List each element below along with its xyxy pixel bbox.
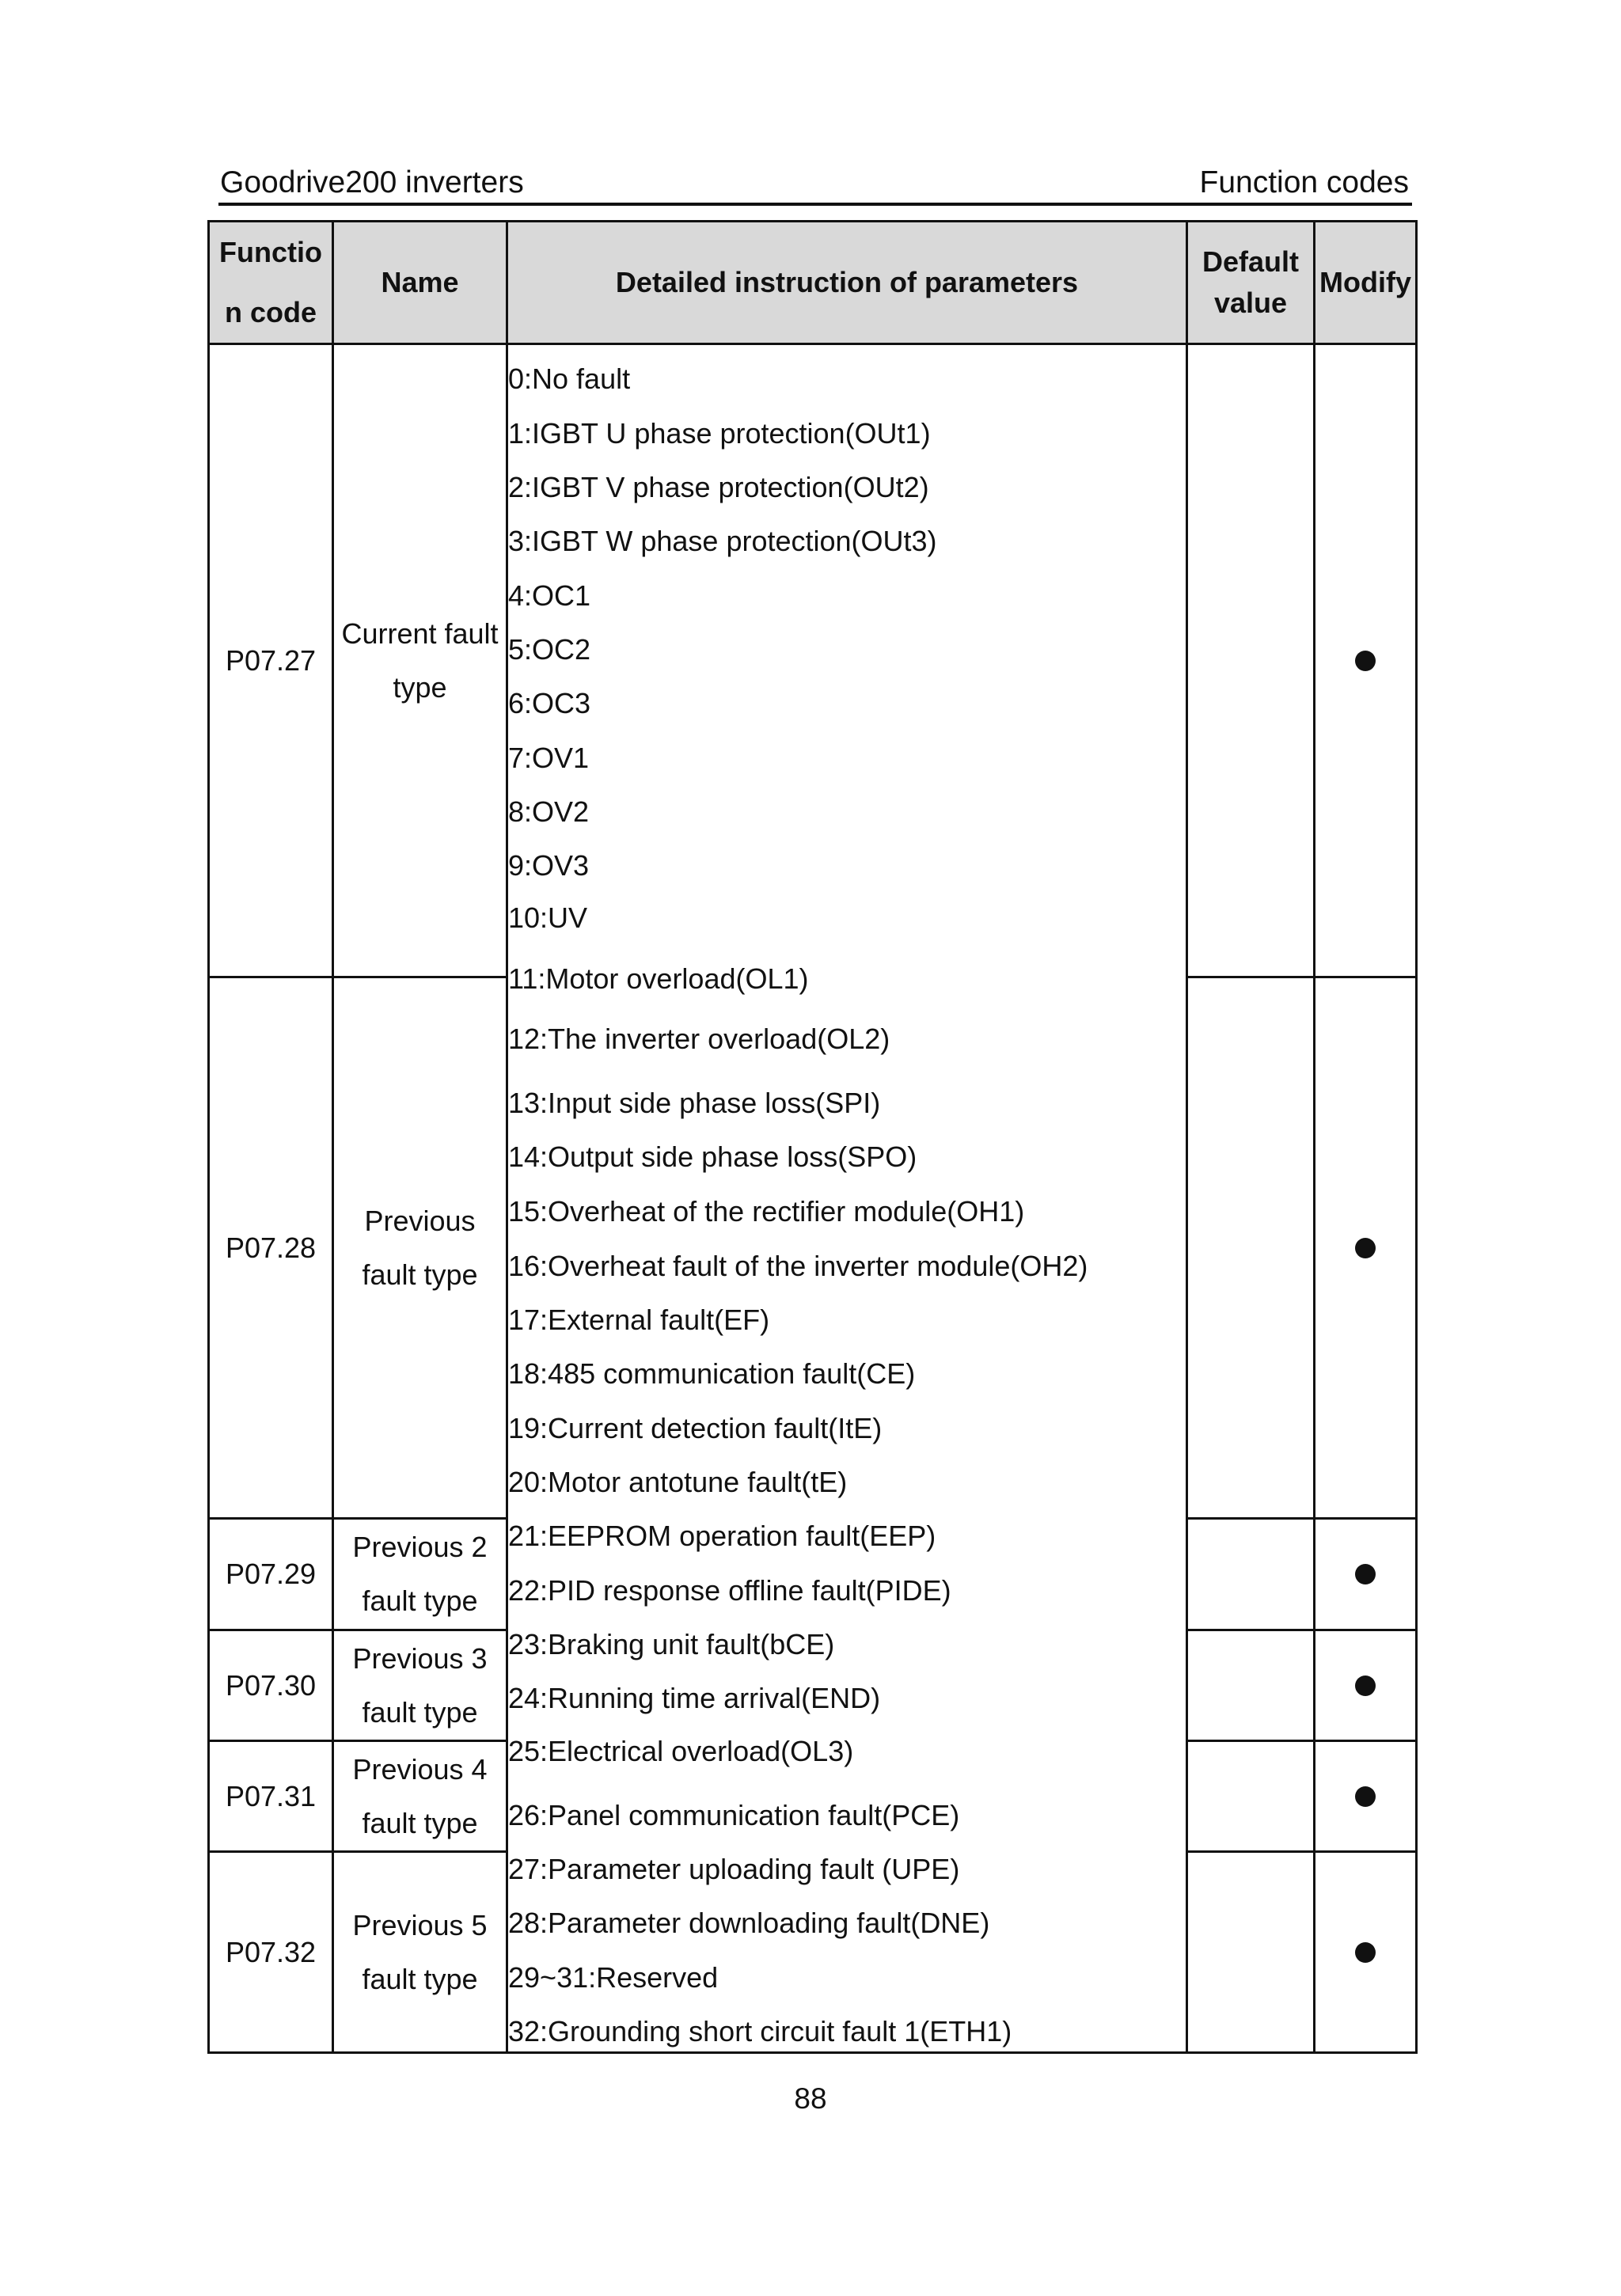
row-name (334, 1520, 506, 1629)
row-name-line2: fault type (362, 1584, 478, 1617)
col-divider-detail (1186, 220, 1188, 2054)
header-default-value (1188, 222, 1313, 343)
header-function-code-line2: n code (224, 296, 317, 328)
fault-list-item: 12:The inverter overload(OL2) (508, 1023, 890, 1055)
modify-dot-icon (1355, 1942, 1376, 1963)
modify-dot-icon (1355, 1238, 1376, 1258)
fault-list-item: 28:Parameter downloading fault(DNE) (508, 1907, 990, 1939)
modify-dot-cell (1315, 978, 1415, 1517)
modify-dot-cell (1315, 1520, 1415, 1629)
row-name-line2: type (393, 670, 447, 704)
fault-list-item: 11:Motor overload(OL1) (508, 962, 809, 995)
running-header-right: Function codes (1199, 165, 1409, 199)
fault-list-item: 29~31:Reserved (508, 1961, 719, 1994)
row-name (334, 978, 506, 1517)
fault-list-item: 22:PID response offline fault(PIDE) (508, 1574, 951, 1607)
modify-dot-cell (1315, 1853, 1415, 2051)
fault-list-item: 27:Parameter uploading fault (UPE) (508, 1853, 960, 1885)
fault-list-item: 24:Running time arrival(END) (508, 1682, 881, 1714)
fault-list-item: 14:Output side phase loss(SPO) (508, 1140, 917, 1173)
row-name (334, 1742, 506, 1850)
row-name-line2: fault type (362, 1806, 478, 1839)
header-function-code-line1: Functio (219, 236, 322, 268)
fault-list-item: 7:OV1 (508, 742, 590, 774)
fault-list-item: 26:Panel communication fault(PCE) (508, 1799, 960, 1831)
table-border-bottom (207, 2051, 1418, 2054)
fault-list-item: 16:Overheat fault of the inverter module(OH2) (508, 1250, 1088, 1282)
fault-list-item: 4:OC1 (508, 579, 591, 612)
row-name-line1: Previous 2 (352, 1531, 488, 1563)
fault-list-item: 20:Motor antotune fault(tE) (508, 1466, 848, 1498)
row-code: P07.32 (225, 1935, 317, 1968)
row-code: P07.30 (225, 1668, 317, 1702)
row-name-line2: fault type (362, 1962, 478, 1995)
row-name-line2: fault type (362, 1258, 478, 1291)
row-name (334, 1853, 506, 2051)
row-name-line2: fault type (362, 1695, 478, 1729)
fault-list-item: 2:IGBT V phase protection(OUt2) (508, 471, 929, 503)
row-name-line1: Previous 4 (352, 1752, 488, 1786)
modify-dot-cell (1315, 345, 1415, 976)
row-name-line1: Current fault (341, 617, 499, 650)
fault-list-item: 23:Braking unit fault(bCE) (508, 1628, 835, 1660)
modify-dot-cell (1315, 1631, 1415, 1740)
fault-list-item: 5:OC2 (508, 633, 591, 666)
fault-list-item: 3:IGBT W phase protection(OUt3) (508, 525, 937, 557)
fault-list-item: 8:OV2 (508, 795, 590, 828)
fault-list-item: 15:Overheat of the rectifier module(OH1) (508, 1195, 1025, 1228)
header-detail: Detailed instruction of parameters (615, 266, 1079, 298)
fault-list-item: 21:EEPROM operation fault(EEP) (508, 1520, 936, 1552)
header-name: Name (381, 266, 459, 298)
row-code: P07.29 (225, 1558, 317, 1590)
fault-list-item: 17:External fault(EF) (508, 1304, 770, 1336)
fault-list-item: 18:485 communication fault(CE) (508, 1357, 916, 1390)
row-name-line1: Previous (364, 1204, 476, 1237)
fault-list-item: 9:OV3 (508, 849, 590, 882)
modify-dot-icon (1355, 1786, 1376, 1807)
header-default-line1: Default (1202, 245, 1299, 278)
row-code: P07.27 (225, 643, 317, 677)
header-default-line2: value (1213, 287, 1288, 319)
modify-dot-icon (1355, 1564, 1376, 1584)
header-modify: Modify (1319, 266, 1411, 298)
fault-list-item: 25:Electrical overload(OL3) (508, 1735, 854, 1767)
fault-list-item: 1:IGBT U phase protection(OUt1) (508, 417, 931, 450)
row-code: P07.31 (225, 1779, 317, 1812)
running-header-left: Goodrive200 inverters (220, 165, 524, 199)
page-number: 88 (794, 2082, 827, 2115)
modify-dot-icon (1355, 1676, 1376, 1696)
fault-list-item: 6:OC3 (508, 687, 591, 719)
row-code: P07.28 (225, 1231, 317, 1264)
header-rule (218, 203, 1412, 206)
row-name-line1: Previous 5 (352, 1908, 488, 1941)
fault-list-item: 10:UV (508, 901, 588, 934)
row-name (334, 1631, 506, 1740)
fault-list-item: 32:Grounding short circuit fault 1(ETH1) (508, 2015, 1012, 2047)
modify-dot-icon (1355, 651, 1376, 671)
fault-list-item: 13:Input side phase loss(SPI) (508, 1087, 881, 1119)
fault-list-item: 19:Current detection fault(ItE) (508, 1412, 883, 1444)
modify-dot-cell (1315, 1742, 1415, 1850)
fault-list-item: 0:No fault (508, 362, 631, 395)
table-border-right (1415, 220, 1418, 2054)
row-name (334, 345, 506, 976)
header-function-code (210, 222, 332, 343)
row-name-line1: Previous 3 (352, 1641, 488, 1675)
